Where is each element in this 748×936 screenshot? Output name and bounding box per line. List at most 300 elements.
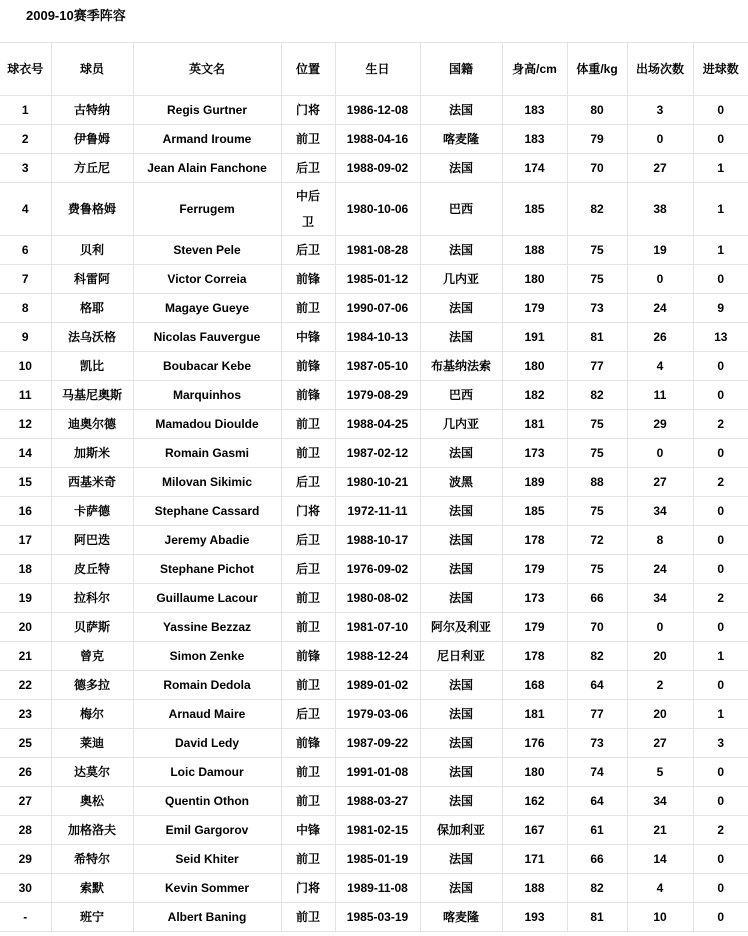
cell-goals: 0: [693, 265, 748, 294]
cell-height: 178: [502, 642, 567, 671]
cell-player-name: 格耶: [51, 294, 133, 323]
cell-goals: 9: [693, 294, 748, 323]
cell-position: 前锋: [281, 642, 335, 671]
cell-nationality: 法国: [420, 236, 502, 265]
cell-nationality: 法国: [420, 526, 502, 555]
table-row: [0, 816, 748, 845]
cell-english-name: Jeremy Abadie: [133, 526, 281, 555]
cell-english-name: Kevin Sommer: [133, 874, 281, 903]
table-header-row: [0, 43, 748, 96]
cell-goals: 13: [693, 323, 748, 352]
cell-jersey-number: 12: [0, 410, 51, 439]
cell-position: 前锋: [281, 265, 335, 294]
cell-nationality: 法国: [420, 700, 502, 729]
cell-nationality: 保加利亚: [420, 816, 502, 845]
cell-jersey-number: 26: [0, 758, 51, 787]
cell-goals: 0: [693, 613, 748, 642]
cell-jersey-number: 11: [0, 381, 51, 410]
cell-appearances: 14: [627, 845, 693, 874]
cell-height: 171: [502, 845, 567, 874]
cell-nationality: 法国: [420, 729, 502, 758]
cell-height: 180: [502, 758, 567, 787]
cell-weight: 72: [567, 526, 627, 555]
cell-birth-date: 1990-07-06: [335, 294, 420, 323]
cell-position: 前卫: [281, 294, 335, 323]
cell-english-name: Victor Correia: [133, 265, 281, 294]
cell-appearances: 2: [627, 671, 693, 700]
cell-height: 180: [502, 352, 567, 381]
cell-nationality: 法国: [420, 555, 502, 584]
cell-height: 173: [502, 439, 567, 468]
table-row: [0, 352, 748, 381]
cell-birth-date: 1981-07-10: [335, 613, 420, 642]
cell-jersey-number: 27: [0, 787, 51, 816]
cell-appearances: 8: [627, 526, 693, 555]
cell-birth-date: 1988-03-27: [335, 787, 420, 816]
table-row: [0, 758, 748, 787]
cell-birth-date: 1989-11-08: [335, 874, 420, 903]
cell-height: 179: [502, 294, 567, 323]
cell-height: 181: [502, 410, 567, 439]
cell-height: 176: [502, 729, 567, 758]
cell-nationality: 波黑: [420, 468, 502, 497]
cell-height: 181: [502, 700, 567, 729]
cell-birth-date: 1988-09-02: [335, 154, 420, 183]
cell-player-name: 科雷阿: [51, 265, 133, 294]
column-header-english-name: 英文名: [133, 43, 281, 96]
cell-weight: 61: [567, 816, 627, 845]
cell-goals: 0: [693, 874, 748, 903]
table-row: [0, 236, 748, 265]
cell-weight: 77: [567, 700, 627, 729]
cell-birth-date: 1987-02-12: [335, 439, 420, 468]
cell-player-name: 皮丘特: [51, 555, 133, 584]
cell-birth-date: 1979-03-06: [335, 700, 420, 729]
cell-position: 后卫: [281, 526, 335, 555]
cell-appearances: 21: [627, 816, 693, 845]
cell-weight: 82: [567, 874, 627, 903]
cell-height: 179: [502, 613, 567, 642]
cell-position: 门将: [281, 497, 335, 526]
cell-weight: 73: [567, 729, 627, 758]
table-row: [0, 700, 748, 729]
cell-nationality: 法国: [420, 497, 502, 526]
cell-weight: 75: [567, 555, 627, 584]
cell-jersey-number: 10: [0, 352, 51, 381]
cell-birth-date: 1988-12-24: [335, 642, 420, 671]
cell-player-name: 贝利: [51, 236, 133, 265]
table-row: [0, 729, 748, 758]
cell-goals: 3: [693, 729, 748, 758]
cell-english-name: Albert Baning: [133, 903, 281, 932]
cell-nationality: 法国: [420, 874, 502, 903]
cell-nationality: 法国: [420, 787, 502, 816]
cell-height: 180: [502, 265, 567, 294]
cell-appearances: 27: [627, 729, 693, 758]
cell-jersey-number: 30: [0, 874, 51, 903]
cell-nationality: 几内亚: [420, 410, 502, 439]
cell-goals: 2: [693, 584, 748, 613]
cell-player-name: 德多拉: [51, 671, 133, 700]
cell-player-name: 贝萨斯: [51, 613, 133, 642]
cell-english-name: Guillaume Lacour: [133, 584, 281, 613]
cell-appearances: 38: [627, 183, 693, 236]
cell-birth-date: 1981-08-28: [335, 236, 420, 265]
cell-height: 178: [502, 526, 567, 555]
cell-jersey-number: 29: [0, 845, 51, 874]
cell-english-name: Steven Pele: [133, 236, 281, 265]
cell-jersey-number: 8: [0, 294, 51, 323]
cell-jersey-number: 18: [0, 555, 51, 584]
cell-position: 后卫: [281, 236, 335, 265]
cell-nationality: 几内亚: [420, 265, 502, 294]
cell-weight: 70: [567, 154, 627, 183]
cell-position: 后卫: [281, 154, 335, 183]
cell-english-name: Romain Dedola: [133, 671, 281, 700]
table-row: [0, 903, 748, 932]
cell-goals: 0: [693, 352, 748, 381]
cell-player-name: 曾克: [51, 642, 133, 671]
cell-appearances: 20: [627, 700, 693, 729]
cell-jersey-number: 28: [0, 816, 51, 845]
cell-nationality: 阿尔及利亚: [420, 613, 502, 642]
cell-english-name: Emil Gargorov: [133, 816, 281, 845]
cell-english-name: Magaye Gueye: [133, 294, 281, 323]
cell-weight: 70: [567, 613, 627, 642]
cell-player-name: 加斯米: [51, 439, 133, 468]
cell-birth-date: 1980-10-06: [335, 183, 420, 236]
cell-jersey-number: 25: [0, 729, 51, 758]
cell-position: 中锋: [281, 323, 335, 352]
cell-nationality: 喀麦隆: [420, 125, 502, 154]
cell-goals: 0: [693, 671, 748, 700]
cell-nationality: 法国: [420, 671, 502, 700]
cell-weight: 81: [567, 903, 627, 932]
table-row: [0, 265, 748, 294]
cell-position: 前卫: [281, 439, 335, 468]
cell-position: 前卫: [281, 903, 335, 932]
cell-goals: 2: [693, 410, 748, 439]
cell-english-name: Stephane Pichot: [133, 555, 281, 584]
cell-height: 185: [502, 183, 567, 236]
cell-position: 前卫: [281, 787, 335, 816]
cell-jersey-number: 20: [0, 613, 51, 642]
cell-player-name: 方丘尼: [51, 154, 133, 183]
cell-weight: 74: [567, 758, 627, 787]
cell-goals: 0: [693, 381, 748, 410]
table-row: [0, 96, 748, 125]
cell-player-name: 古特纳: [51, 96, 133, 125]
cell-weight: 75: [567, 265, 627, 294]
cell-position: 门将: [281, 874, 335, 903]
cell-nationality: 巴西: [420, 183, 502, 236]
cell-goals: 1: [693, 183, 748, 236]
cell-birth-date: 1984-10-13: [335, 323, 420, 352]
cell-height: 174: [502, 154, 567, 183]
cell-position: 前卫: [281, 845, 335, 874]
cell-goals: 0: [693, 787, 748, 816]
cell-birth-date: 1985-03-19: [335, 903, 420, 932]
cell-english-name: Nicolas Fauvergue: [133, 323, 281, 352]
column-header-height: 身高/cm: [502, 43, 567, 96]
cell-appearances: 0: [627, 125, 693, 154]
cell-appearances: 24: [627, 294, 693, 323]
page-title: 2009-10赛季阵容: [26, 8, 126, 23]
cell-nationality: 法国: [420, 584, 502, 613]
cell-nationality: 法国: [420, 323, 502, 352]
cell-jersey-number: 3: [0, 154, 51, 183]
cell-birth-date: 1980-08-02: [335, 584, 420, 613]
cell-appearances: 4: [627, 352, 693, 381]
cell-goals: 0: [693, 439, 748, 468]
cell-english-name: Loic Damour: [133, 758, 281, 787]
cell-height: 188: [502, 236, 567, 265]
cell-height: 179: [502, 555, 567, 584]
cell-position: 门将: [281, 96, 335, 125]
table-row: [0, 439, 748, 468]
cell-english-name: Milovan Sikimic: [133, 468, 281, 497]
cell-goals: 2: [693, 816, 748, 845]
cell-player-name: 阿巴迭: [51, 526, 133, 555]
cell-english-name: Boubacar Kebe: [133, 352, 281, 381]
cell-player-name: 班宁: [51, 903, 133, 932]
cell-appearances: 34: [627, 497, 693, 526]
cell-english-name: Regis Gurtner: [133, 96, 281, 125]
cell-jersey-number: 1: [0, 96, 51, 125]
cell-weight: 82: [567, 381, 627, 410]
cell-position: 前锋: [281, 381, 335, 410]
cell-goals: 1: [693, 700, 748, 729]
roster-table: [0, 42, 748, 932]
cell-jersey-number: 9: [0, 323, 51, 352]
cell-birth-date: 1979-08-29: [335, 381, 420, 410]
cell-player-name: 迪奥尔德: [51, 410, 133, 439]
cell-position: 后卫: [281, 555, 335, 584]
cell-jersey-number: 17: [0, 526, 51, 555]
cell-jersey-number: 19: [0, 584, 51, 613]
cell-nationality: 法国: [420, 154, 502, 183]
table-row: [0, 671, 748, 700]
cell-english-name: Romain Gasmi: [133, 439, 281, 468]
cell-birth-date: 1988-04-16: [335, 125, 420, 154]
column-header-nationality: 国籍: [420, 43, 502, 96]
cell-position: 前卫: [281, 613, 335, 642]
table-row: [0, 410, 748, 439]
cell-english-name: Quentin Othon: [133, 787, 281, 816]
cell-position: 中锋: [281, 816, 335, 845]
cell-player-name: 梅尔: [51, 700, 133, 729]
cell-goals: 1: [693, 236, 748, 265]
cell-birth-date: 1976-09-02: [335, 555, 420, 584]
cell-nationality: 布基纳法索: [420, 352, 502, 381]
cell-height: 183: [502, 96, 567, 125]
cell-appearances: 10: [627, 903, 693, 932]
table-row: [0, 323, 748, 352]
column-header-position: 位置: [281, 43, 335, 96]
cell-appearances: 0: [627, 265, 693, 294]
cell-goals: 2: [693, 468, 748, 497]
cell-jersey-number: 16: [0, 497, 51, 526]
cell-height: 183: [502, 125, 567, 154]
cell-appearances: 5: [627, 758, 693, 787]
cell-weight: 64: [567, 671, 627, 700]
cell-position: 前卫: [281, 125, 335, 154]
cell-player-name: 莱迪: [51, 729, 133, 758]
cell-height: 162: [502, 787, 567, 816]
cell-player-name: 拉科尔: [51, 584, 133, 613]
cell-player-name: 希特尔: [51, 845, 133, 874]
table-row: [0, 183, 748, 236]
table-row: [0, 468, 748, 497]
cell-goals: 0: [693, 845, 748, 874]
cell-appearances: 27: [627, 154, 693, 183]
cell-player-name: 伊鲁姆: [51, 125, 133, 154]
table-row: [0, 526, 748, 555]
cell-position: 前卫: [281, 584, 335, 613]
table-row: [0, 154, 748, 183]
table-row: [0, 125, 748, 154]
cell-weight: 80: [567, 96, 627, 125]
cell-player-name: 奥松: [51, 787, 133, 816]
table-row: [0, 294, 748, 323]
cell-player-name: 卡萨德: [51, 497, 133, 526]
cell-weight: 81: [567, 323, 627, 352]
cell-position: 前锋: [281, 729, 335, 758]
cell-player-name: 法乌沃格: [51, 323, 133, 352]
cell-weight: 73: [567, 294, 627, 323]
cell-weight: 66: [567, 845, 627, 874]
cell-goals: 0: [693, 903, 748, 932]
column-header-jersey-number: 球衣号: [0, 43, 51, 96]
cell-weight: 82: [567, 183, 627, 236]
cell-birth-date: 1985-01-12: [335, 265, 420, 294]
cell-appearances: 0: [627, 613, 693, 642]
cell-goals: 0: [693, 125, 748, 154]
cell-english-name: Simon Zenke: [133, 642, 281, 671]
cell-nationality: 尼日利亚: [420, 642, 502, 671]
cell-english-name: Yassine Bezzaz: [133, 613, 281, 642]
cell-jersey-number: 14: [0, 439, 51, 468]
cell-weight: 75: [567, 439, 627, 468]
cell-height: 167: [502, 816, 567, 845]
cell-jersey-number: 22: [0, 671, 51, 700]
cell-birth-date: 1988-04-25: [335, 410, 420, 439]
cell-goals: 0: [693, 555, 748, 584]
cell-appearances: 27: [627, 468, 693, 497]
cell-weight: 82: [567, 642, 627, 671]
cell-nationality: 巴西: [420, 381, 502, 410]
cell-goals: 1: [693, 154, 748, 183]
cell-birth-date: 1985-01-19: [335, 845, 420, 874]
column-header-appearances: 出场次数: [627, 43, 693, 96]
cell-birth-date: 1988-10-17: [335, 526, 420, 555]
cell-weight: 66: [567, 584, 627, 613]
cell-weight: 75: [567, 410, 627, 439]
cell-weight: 75: [567, 497, 627, 526]
cell-birth-date: 1989-01-02: [335, 671, 420, 700]
cell-nationality: 法国: [420, 845, 502, 874]
cell-jersey-number: -: [0, 903, 51, 932]
cell-weight: 77: [567, 352, 627, 381]
cell-english-name: Ferrugem: [133, 183, 281, 236]
cell-height: 182: [502, 381, 567, 410]
cell-player-name: 凯比: [51, 352, 133, 381]
cell-position: 后卫: [281, 700, 335, 729]
cell-appearances: 3: [627, 96, 693, 125]
table-row: [0, 613, 748, 642]
table-row: [0, 874, 748, 903]
cell-height: 193: [502, 903, 567, 932]
cell-goals: 0: [693, 526, 748, 555]
cell-appearances: 26: [627, 323, 693, 352]
cell-english-name: David Ledy: [133, 729, 281, 758]
cell-appearances: 19: [627, 236, 693, 265]
cell-jersey-number: 15: [0, 468, 51, 497]
cell-goals: 0: [693, 497, 748, 526]
cell-appearances: 34: [627, 584, 693, 613]
column-header-birth-date: 生日: [335, 43, 420, 96]
cell-jersey-number: 7: [0, 265, 51, 294]
cell-birth-date: 1987-05-10: [335, 352, 420, 381]
cell-nationality: 法国: [420, 758, 502, 787]
cell-nationality: 法国: [420, 439, 502, 468]
cell-height: 173: [502, 584, 567, 613]
cell-english-name: Arnaud Maire: [133, 700, 281, 729]
cell-appearances: 0: [627, 439, 693, 468]
cell-player-name: 加格洛夫: [51, 816, 133, 845]
cell-birth-date: 1987-09-22: [335, 729, 420, 758]
cell-english-name: Armand Iroume: [133, 125, 281, 154]
table-row: [0, 845, 748, 874]
cell-height: 185: [502, 497, 567, 526]
cell-birth-date: 1991-01-08: [335, 758, 420, 787]
cell-jersey-number: 6: [0, 236, 51, 265]
cell-appearances: 29: [627, 410, 693, 439]
cell-weight: 75: [567, 236, 627, 265]
cell-position: 后卫: [281, 468, 335, 497]
cell-birth-date: 1981-02-15: [335, 816, 420, 845]
table-row: [0, 787, 748, 816]
cell-weight: 64: [567, 787, 627, 816]
cell-english-name: Stephane Cassard: [133, 497, 281, 526]
cell-jersey-number: 4: [0, 183, 51, 236]
table-row: [0, 642, 748, 671]
cell-goals: 0: [693, 96, 748, 125]
cell-player-name: 索默: [51, 874, 133, 903]
cell-nationality: 法国: [420, 294, 502, 323]
cell-jersey-number: 21: [0, 642, 51, 671]
table-row: [0, 584, 748, 613]
cell-birth-date: 1980-10-21: [335, 468, 420, 497]
column-header-weight: 体重/kg: [567, 43, 627, 96]
table-row: [0, 497, 748, 526]
cell-player-name: 马基尼奥斯: [51, 381, 133, 410]
cell-english-name: Seid Khiter: [133, 845, 281, 874]
cell-position: 前卫: [281, 758, 335, 787]
cell-english-name: Mamadou Dioulde: [133, 410, 281, 439]
cell-jersey-number: 23: [0, 700, 51, 729]
cell-position: 前锋: [281, 352, 335, 381]
cell-appearances: 20: [627, 642, 693, 671]
table-row: [0, 381, 748, 410]
cell-english-name: Jean Alain Fanchone: [133, 154, 281, 183]
cell-birth-date: 1986-12-08: [335, 96, 420, 125]
cell-nationality: 法国: [420, 96, 502, 125]
cell-jersey-number: 2: [0, 125, 51, 154]
cell-height: 188: [502, 874, 567, 903]
cell-nationality: 喀麦隆: [420, 903, 502, 932]
cell-appearances: 11: [627, 381, 693, 410]
